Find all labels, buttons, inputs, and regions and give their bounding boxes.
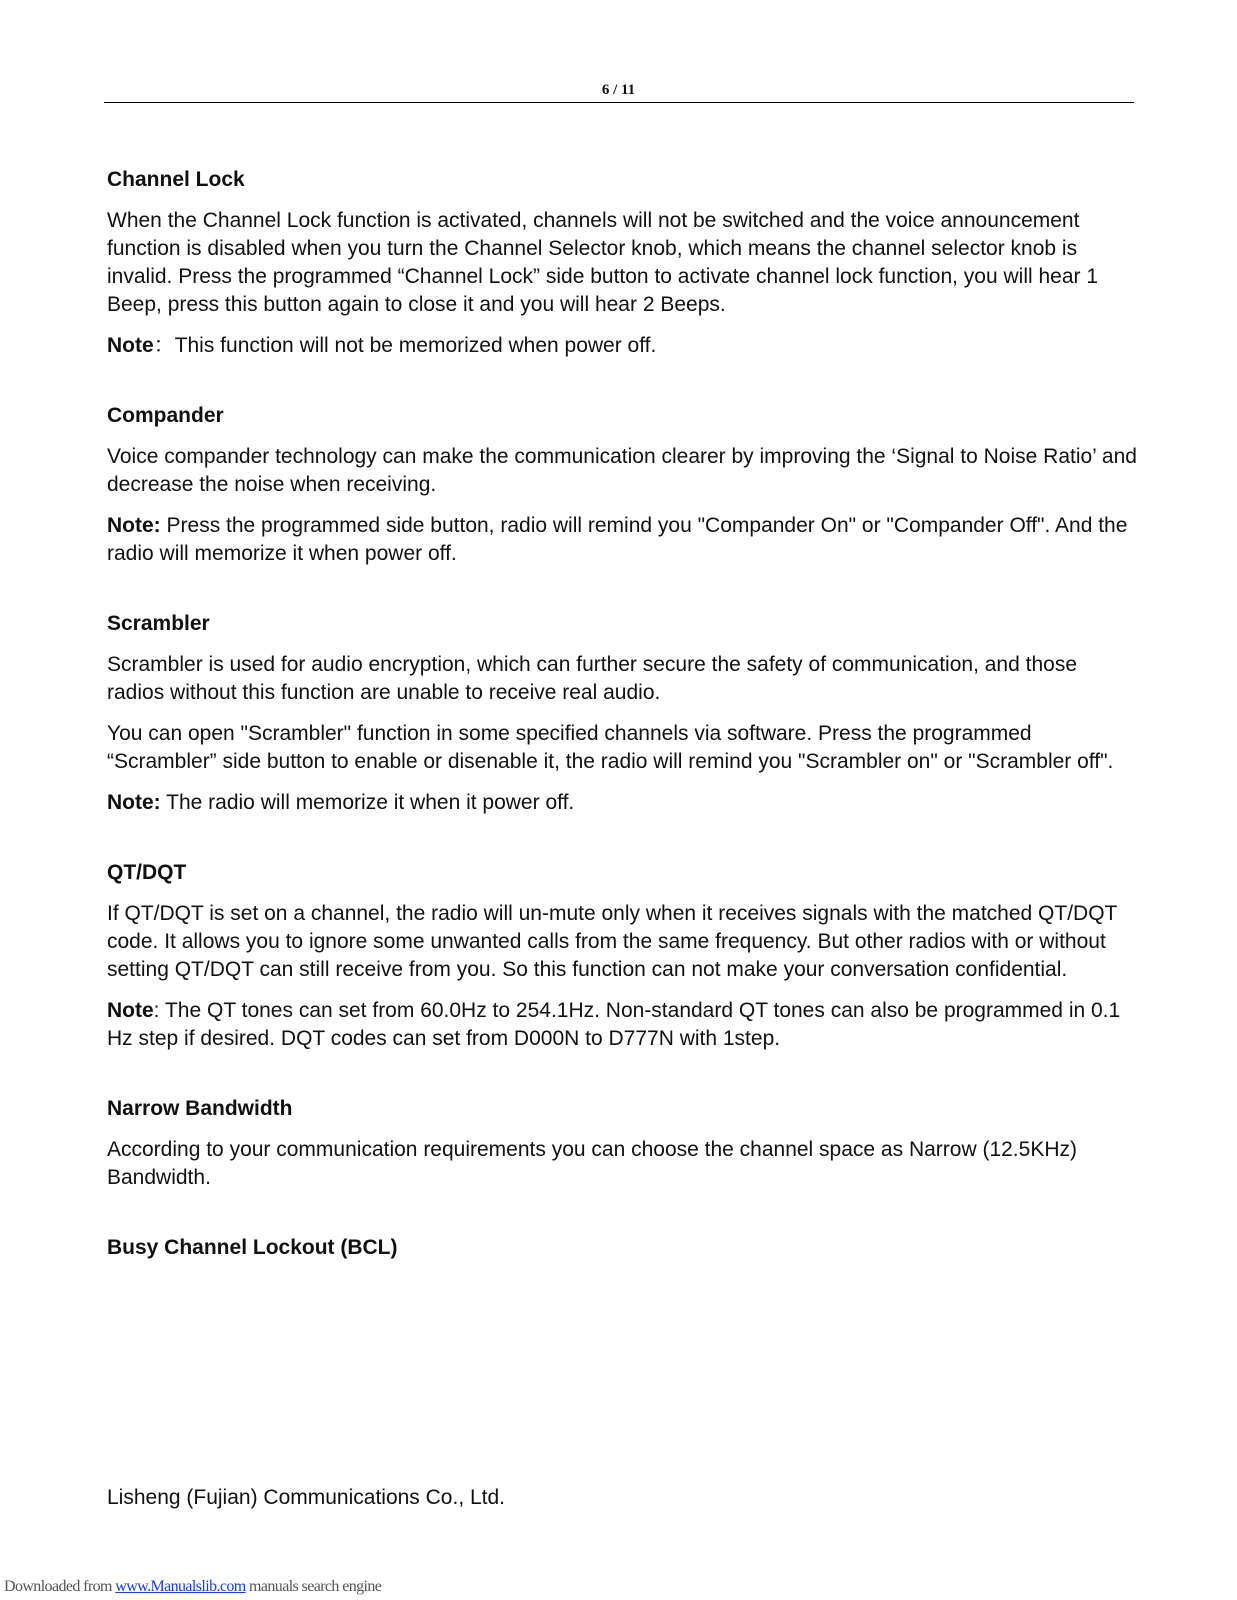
section-qt-dqt xyxy=(107,859,1137,1053)
note-separator: ： xyxy=(153,334,175,357)
note-text: The radio will memorize it when it power off. xyxy=(166,791,575,814)
section-heading: Compander xyxy=(107,404,224,427)
document-body xyxy=(107,166,1137,1275)
section-heading: Busy Channel Lockout (BCL) xyxy=(107,1236,398,1259)
paragraph: Scrambler is used for audio encryption, which can further secure the safety of communication, and those radios without this function are unable to receive real audio. xyxy=(107,653,1077,704)
company-name: Lisheng (Fujian) Communications Co., Ltd. xyxy=(107,1486,506,1509)
footer-prefix: Downloaded from xyxy=(4,1578,116,1595)
note-paragraph xyxy=(107,789,1137,817)
note-text: This function will not be memorized when power off. xyxy=(174,334,657,357)
section-narrow-bandwidth xyxy=(107,1095,1137,1192)
paragraph: Voice compander technology can make the communication clearer by improving the ‘Signal to Noise Ratio’ and decrease the noise when receiving. xyxy=(107,445,1137,496)
paragraph: You can open "Scrambler" function in some specified channels via software. Press the programmed “Scrambler” side button to enable or disenable it, the radio will remind you "Scrambler on" or "Scrambler off". xyxy=(107,722,1114,773)
manualslib-link[interactable]: www.Manualslib.com xyxy=(115,1578,246,1595)
note-label: Note: xyxy=(107,791,161,814)
section-busy-channel-lockout xyxy=(107,1234,1137,1262)
note-text: The QT tones can set from 60.0Hz to 254.1Hz. Non-standard QT tones can also be programmed in 0.1 Hz step if desired. DQT codes can set from D000N to D777N with 1step. xyxy=(107,999,1121,1050)
section-heading: QT/DQT xyxy=(107,861,187,884)
note-label: Note xyxy=(107,334,154,357)
note-separator: : xyxy=(153,999,165,1022)
note-paragraph xyxy=(107,512,1137,568)
note-paragraph xyxy=(107,997,1137,1053)
paragraph: When the Channel Lock function is activated, channels will not be switched and the voice announcement function is disabled when you turn the Channel Selector knob, which means the channel selector knob is invalid. Press the programmed “Channel Lock” side button to activate channel lock function, you will hear 1 Beep, press this button again to close it and you will hear 2 Beeps. xyxy=(107,209,1099,316)
download-footer xyxy=(4,1578,381,1596)
note-text: Press the programmed side button, radio will remind you "Compander On" or "Compander Off". And the radio will memorize it when power off. xyxy=(107,514,1128,565)
footer-suffix: manuals search engine xyxy=(245,1578,382,1595)
paragraph: According to your communication requirements you can choose the channel space as Narrow (12.5KHz) Bandwidth. xyxy=(107,1138,1077,1189)
note-label: Note xyxy=(107,999,154,1022)
page-number: 6 / 11 xyxy=(601,82,636,98)
section-heading: Scrambler xyxy=(107,612,210,635)
section-channel-lock xyxy=(107,166,1137,360)
note-paragraph xyxy=(107,332,1137,360)
section-compander xyxy=(107,402,1137,568)
paragraph: If QT/DQT is set on a channel, the radio will un-mute only when it receives signals with the matched QT/DQT code. It allows you to ignore some unwanted calls from the same frequency. But other radios with or without setting QT/DQT can still receive from you. So this function can not make your conversation confidential. xyxy=(107,902,1117,981)
note-label: Note: xyxy=(107,514,161,537)
header-divider xyxy=(104,102,1134,103)
section-heading: Channel Lock xyxy=(107,168,245,191)
section-heading: Narrow Bandwidth xyxy=(107,1097,293,1120)
section-scrambler xyxy=(107,610,1137,817)
